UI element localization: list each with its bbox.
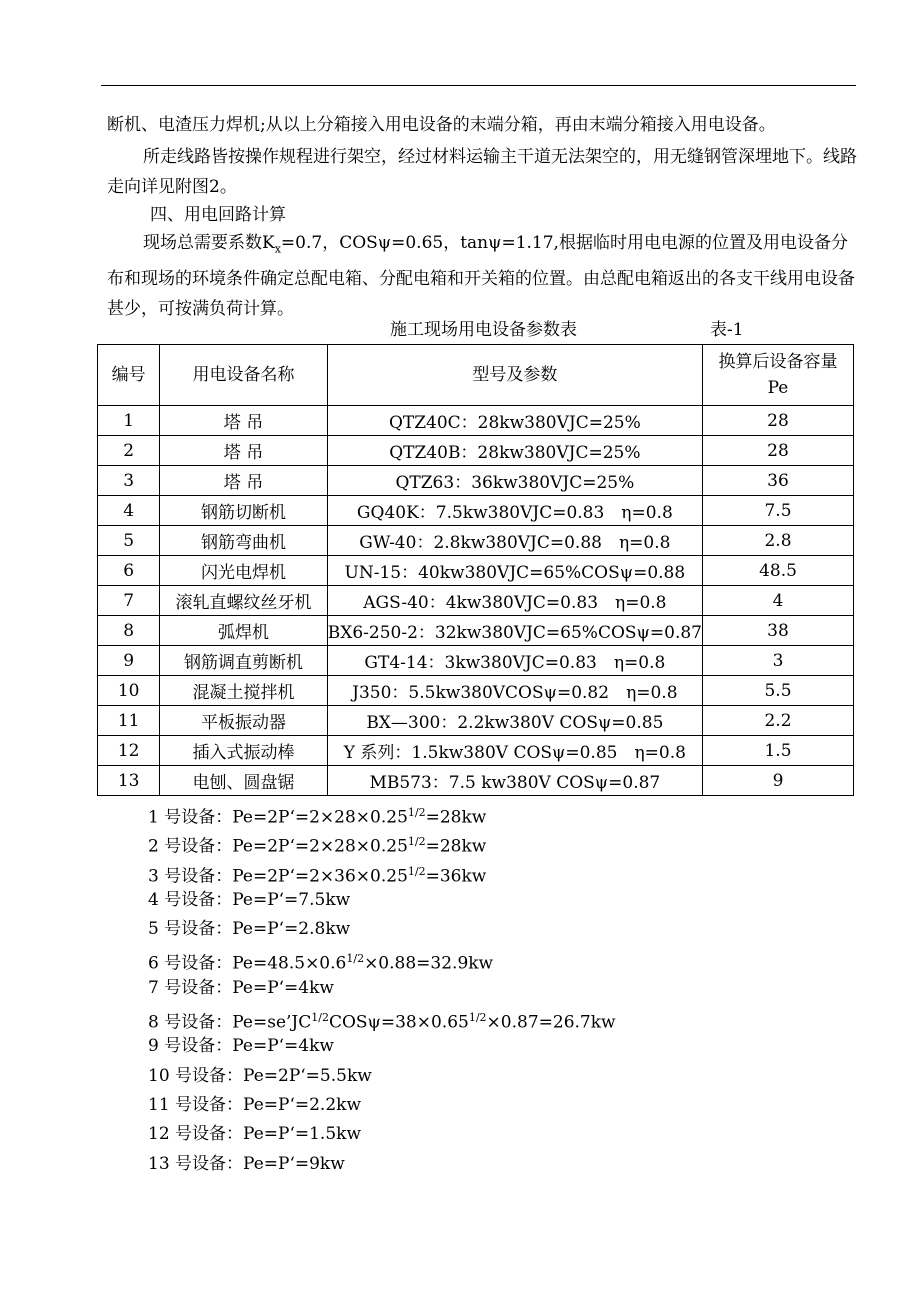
cell-capacity: 5.5 — [702, 676, 853, 706]
calc-exponent: 1/2 — [311, 1011, 329, 1025]
cell-name: 钢筋切断机 — [160, 496, 327, 526]
calc-exponent: 1/2 — [407, 835, 426, 849]
header-capacity — [702, 345, 853, 406]
cell-model: GT4-14：3kw380VJC=0.83 η=0.8 — [327, 646, 702, 676]
calc-formula-tail: COSψ=38×0.65 — [328, 1012, 469, 1033]
calculation-line — [148, 886, 616, 915]
cell-model: QTZ40B：28kw380VJC=25% — [327, 436, 702, 466]
calc-formula: Pe=P‘=4kw — [232, 977, 334, 998]
table-row — [98, 706, 854, 736]
cell-capacity: 7.5 — [702, 496, 853, 526]
table-body — [98, 406, 854, 796]
cell-no: 7 — [98, 586, 160, 616]
calculation-line — [148, 944, 616, 973]
header-capacity-line2: Pe — [767, 378, 789, 398]
cell-no: 4 — [98, 496, 160, 526]
table-row — [98, 586, 854, 616]
calc-formula: Pe=48.5×0.6 — [232, 954, 347, 975]
calc-exponent: 1/2 — [407, 806, 426, 819]
paragraph-coefficients — [107, 228, 857, 324]
cell-model: GW-40：2.8kw380VJC=0.88 η=0.8 — [327, 526, 702, 556]
calc-formula-tail: ×0.88=32.9kw — [364, 954, 494, 975]
table-row — [98, 676, 854, 706]
cell-capacity: 36 — [702, 466, 853, 496]
cell-no: 12 — [98, 736, 160, 766]
header-rule — [101, 85, 856, 86]
cell-model: BX6-250-2：32kw380VJC=65%COSψ=0.87 — [327, 616, 702, 646]
calc-exponent: 1/2 — [468, 1011, 487, 1025]
calc-label: 12 号设备： — [148, 1124, 244, 1145]
cell-name: 插入式振动棒 — [160, 736, 327, 766]
cell-model: Y 系列：1.5kw380V COSψ=0.85 η=0.8 — [327, 736, 702, 766]
calculation-line — [148, 857, 616, 886]
cell-capacity: 48.5 — [702, 556, 853, 586]
cell-name: 闪光电焊机 — [160, 556, 327, 586]
table-row — [98, 616, 854, 646]
calc-label: 3 号设备： — [148, 866, 233, 887]
cell-capacity: 1.5 — [702, 736, 853, 766]
cell-capacity: 4 — [702, 586, 853, 616]
calc-formula-tail: =36kw — [425, 866, 487, 887]
calc-formula: Pe=P‘=1.5kw — [243, 1124, 362, 1145]
cell-capacity: 9 — [702, 766, 853, 796]
calculation-line — [148, 827, 616, 856]
cell-name: 平板振动器 — [160, 706, 327, 736]
calculation-line — [148, 798, 616, 827]
cell-model: QTZ40C：28kw380VJC=25% — [327, 406, 702, 436]
calc-label: 2 号设备： — [148, 836, 233, 857]
calc-formula: Pe=2P‘=2×36×0.25 — [232, 866, 408, 887]
calc-label: 6 号设备： — [148, 954, 233, 975]
header-no: 编号 — [98, 345, 160, 406]
calc-label: 11 号设备： — [148, 1094, 244, 1115]
calculation-line — [148, 1091, 616, 1120]
calc-formula: Pe=P‘=7.5kw — [232, 889, 351, 910]
cell-capacity: 28 — [702, 406, 853, 436]
paragraph-routing: 所走线路皆按操作规程进行架空，经过材料运输主干道无法架空的，用无缝钢管深埋地下。线路走向详见附图2。 — [107, 147, 857, 197]
cell-name: 塔 吊 — [160, 406, 327, 436]
cell-no: 6 — [98, 556, 160, 586]
table-row — [98, 556, 854, 586]
calc-label: 9 号设备： — [148, 1036, 233, 1057]
calculation-line — [148, 1032, 616, 1061]
cell-no: 1 — [98, 406, 160, 436]
cell-model: MB573：7.5 kw380V COSψ=0.87 — [327, 766, 702, 796]
paragraph-distribution: 断机、电渣压力焊机;从以上分箱接入用电设备的末端分箱，再由末端分箱接入用电设备。 — [107, 115, 776, 135]
calculation-line — [148, 974, 616, 1003]
calc-formula: Pe=P‘=9kw — [243, 1153, 345, 1174]
calc-label: 1 号设备： — [148, 807, 233, 828]
cell-capacity: 3 — [702, 646, 853, 676]
table-row — [98, 406, 854, 436]
calculation-line — [148, 1062, 616, 1091]
calc-label: 5 号设备： — [148, 919, 233, 940]
cell-name: 塔 吊 — [160, 436, 327, 466]
header-name: 用电设备名称 — [160, 345, 327, 406]
table-row — [98, 436, 854, 466]
cell-no: 11 — [98, 706, 160, 736]
cell-model: UN-15：40kw380VJC=65%COSψ=0.88 — [327, 556, 702, 586]
calc-formula: Pe=se’JC — [232, 1012, 312, 1033]
calc-formula: Pe=P‘=2.8kw — [232, 919, 351, 940]
calc-label: 4 号设备： — [148, 889, 233, 910]
header-capacity-line1: 换算后设备容量 — [718, 352, 838, 372]
cell-no: 5 — [98, 526, 160, 556]
cell-model: GQ40K：7.5kw380VJC=0.83 η=0.8 — [327, 496, 702, 526]
calc-formula: Pe=2P‘=5.5kw — [243, 1065, 372, 1086]
cell-model: BX—300：2.2kw380V COSψ=0.85 — [327, 706, 702, 736]
coef-text-b: =0.7，COSψ=0.65，tanψ=1.17,根据临时用电电源的位置及用电设备分布和现场的环境条件确定总配电箱、分配电箱和开关箱的位置。由总配电箱返出的各支干线用电设备甚少，可按满负荷计算。 — [107, 233, 855, 320]
calc-formula: Pe=P‘=2.2kw — [243, 1094, 362, 1115]
calculation-line — [148, 1003, 616, 1032]
calc-exponent: 1/2 — [346, 952, 365, 966]
cell-capacity: 2.8 — [702, 526, 853, 556]
section-heading: 四、用电回路计算 — [150, 205, 286, 225]
cell-name: 混凝土搅拌机 — [160, 676, 327, 706]
cell-capacity: 28 — [702, 436, 853, 466]
calculation-line — [148, 915, 616, 944]
calc-formula-tail: ×0.87=26.7kw — [486, 1012, 616, 1033]
cell-no: 9 — [98, 646, 160, 676]
table-row — [98, 466, 854, 496]
cell-name: 电刨、圆盘锯 — [160, 766, 327, 796]
cell-capacity: 38 — [702, 616, 853, 646]
calculation-list — [148, 798, 616, 1179]
table-row — [98, 646, 854, 676]
calc-formula-tail: =28kw — [425, 807, 487, 828]
table-caption: 施工现场用电设备参数表 — [390, 320, 577, 340]
cell-no: 2 — [98, 436, 160, 466]
cell-no: 8 — [98, 616, 160, 646]
calculation-line — [148, 1150, 616, 1179]
calc-label: 7 号设备： — [148, 977, 233, 998]
cell-no: 10 — [98, 676, 160, 706]
calc-label: 10 号设备： — [148, 1065, 244, 1086]
calc-label: 13 号设备： — [148, 1153, 244, 1174]
table-row — [98, 766, 854, 796]
table-number: 表-1 — [710, 320, 744, 340]
calc-label: 8 号设备： — [148, 1012, 233, 1033]
table-row — [98, 736, 854, 766]
cell-model: J350：5.5kw380VCOSψ=0.82 η=0.8 — [327, 676, 702, 706]
cell-name: 钢筋弯曲机 — [160, 526, 327, 556]
cell-no: 3 — [98, 466, 160, 496]
header-model: 型号及参数 — [327, 345, 702, 406]
coef-text-a: 现场总需要系数K — [143, 233, 275, 253]
table-header-row — [98, 345, 854, 406]
calc-formula: Pe=2P‘=2×28×0.25 — [232, 836, 408, 857]
cell-model: AGS-40：4kw380VJC=0.83 η=0.8 — [327, 586, 702, 616]
table-row — [98, 526, 854, 556]
coef-subscript: x — [274, 242, 281, 256]
calc-formula: Pe=2P‘=2×28×0.25 — [232, 807, 408, 828]
calc-exponent: 1/2 — [407, 864, 426, 878]
cell-no: 13 — [98, 766, 160, 796]
equipment-table — [97, 344, 854, 796]
cell-name: 滚轧直螺纹丝牙机 — [160, 586, 327, 616]
calc-formula-tail: =28kw — [425, 836, 487, 857]
table-row — [98, 496, 854, 526]
cell-name: 塔 吊 — [160, 466, 327, 496]
cell-capacity: 2.2 — [702, 706, 853, 736]
cell-name: 弧焊机 — [160, 616, 327, 646]
calculation-line — [148, 1120, 616, 1149]
calc-formula: Pe=P‘=4kw — [232, 1036, 334, 1057]
cell-model: QTZ63：36kw380VJC=25% — [327, 466, 702, 496]
cell-name: 钢筋调直剪断机 — [160, 646, 327, 676]
